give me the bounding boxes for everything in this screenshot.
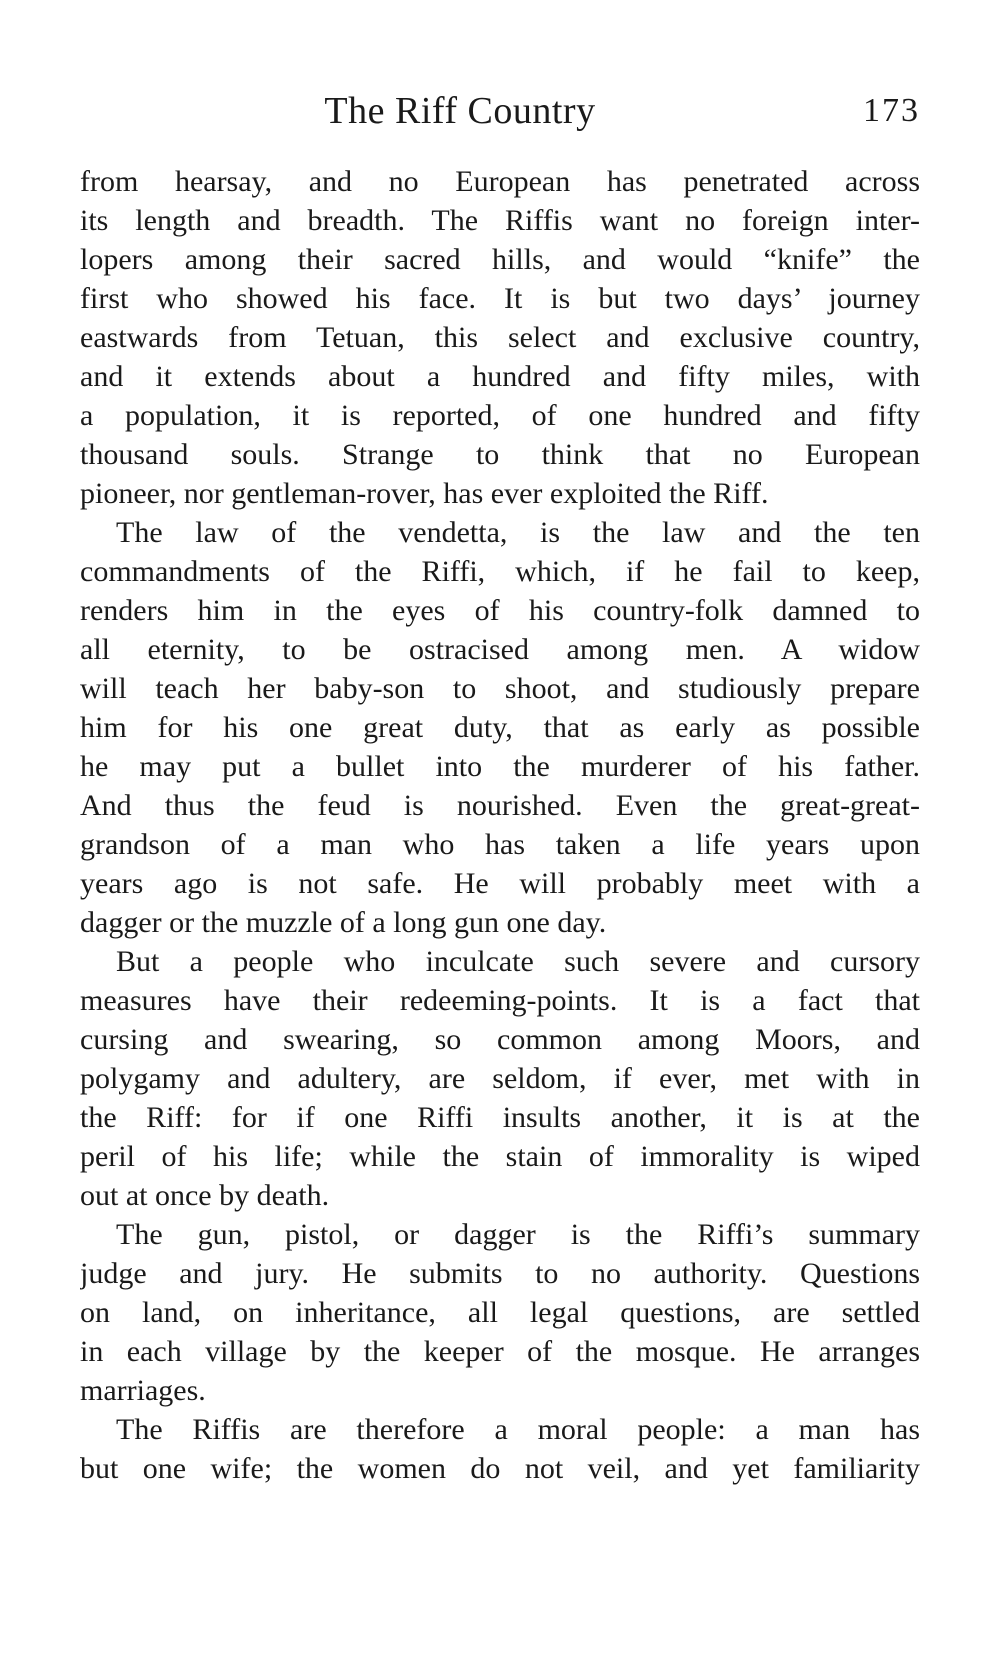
body-text (80, 162, 920, 1488)
text-line: lopers among their sacred hills, and would “knife” the (80, 243, 920, 276)
text-line: its length and breadth. The Riffis want no foreign inter- (80, 204, 920, 237)
text-line: grandson of a man who has taken a life years upon (80, 828, 920, 861)
text-line: The gun, pistol, or dagger is the Riffi’s summary (116, 1218, 920, 1251)
text-line: The Riffis are therefore a moral people: a man has (116, 1413, 920, 1446)
text-line: pioneer, nor gentleman-rover, has ever exploited the Riff. (80, 477, 769, 510)
text-line: him for his one great duty, that as early as possible (80, 711, 920, 744)
text-line: he may put a bullet into the murderer of his father. (80, 750, 920, 783)
text-line: thousand souls. Strange to think that no European (80, 438, 920, 471)
text-line: polygamy and adultery, are seldom, if ever, met with in (80, 1062, 920, 1095)
text-line: years ago is not safe. He will probably meet with a (80, 867, 920, 900)
text-line: first who showed his face. It is but two days’ journey (80, 282, 920, 315)
text-line: but one wife; the women do not veil, and yet familiarity (80, 1452, 920, 1485)
text-line: commandments of the Riffi, which, if he fail to keep, (80, 555, 920, 588)
text-line: judge and jury. He submits to no authority. Questions (80, 1257, 920, 1290)
text-line: measures have their redeeming-points. It is a fact that (80, 984, 920, 1017)
text-line: on land, on inheritance, all legal questions, are settled (80, 1296, 920, 1329)
text-line: from hearsay, and no European has penetrated across (80, 165, 920, 198)
text-line: out at once by death. (80, 1179, 330, 1212)
text-line: and it extends about a hundred and fifty miles, with (80, 360, 920, 393)
text-line: And thus the feud is nourished. Even the great-great- (80, 789, 920, 822)
text-line: eastwards from Tetuan, this select and exclusive country, (80, 321, 920, 354)
text-line: in each village by the keeper of the mosque. He arranges (80, 1335, 920, 1368)
text-line: renders him in the eyes of his country-folk damned to (80, 594, 920, 627)
text-line: a population, it is reported, of one hundred and fifty (80, 399, 920, 432)
running-header (80, 86, 920, 136)
text-line: all eternity, to be ostracised among men. A widow (80, 633, 920, 666)
text-line: But a people who inculcate such severe and cursory (116, 945, 920, 978)
text-line: cursing and swearing, so common among Moors, and (80, 1023, 920, 1056)
text-line: The law of the vendetta, is the law and the ten (116, 516, 920, 549)
text-line: the Riff: for if one Riffi insults another, it is at the (80, 1101, 920, 1134)
page-number: 173 (863, 92, 920, 129)
text-line: marriages. (80, 1374, 206, 1407)
text-line: peril of his life; while the stain of immorality is wiped (80, 1140, 920, 1173)
text-line: will teach her baby-son to shoot, and studiously prepare (80, 672, 920, 705)
running-title: The Riff Country (324, 90, 596, 132)
text-line: dagger or the muzzle of a long gun one day. (80, 906, 607, 939)
